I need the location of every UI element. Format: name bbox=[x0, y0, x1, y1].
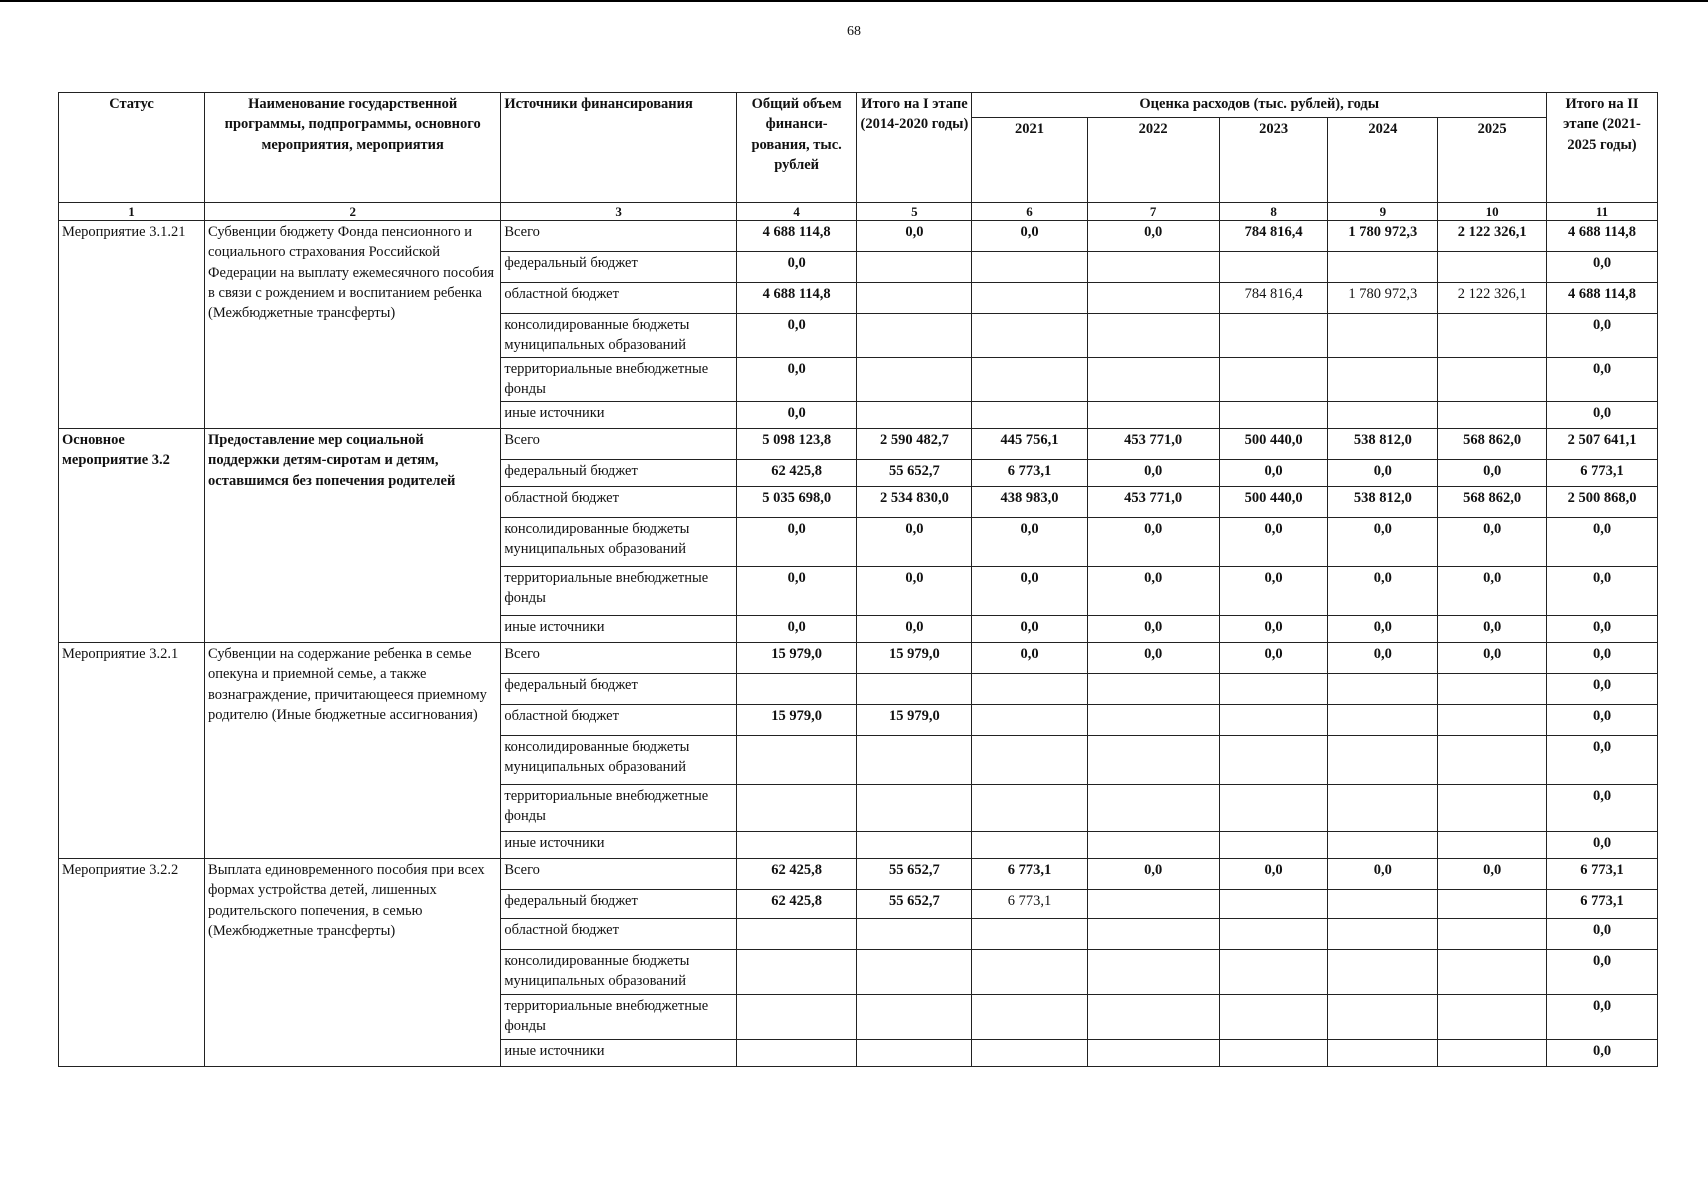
value-cell bbox=[1087, 314, 1219, 358]
value-cell bbox=[1438, 832, 1547, 859]
value-cell: 0,0 bbox=[1219, 518, 1328, 567]
funding-source: Всего bbox=[501, 859, 737, 890]
value-cell bbox=[857, 283, 972, 314]
value-cell bbox=[1328, 995, 1438, 1040]
value-cell bbox=[1328, 1040, 1438, 1067]
value-cell: 62 425,8 bbox=[736, 890, 856, 919]
value-cell bbox=[1219, 832, 1328, 859]
value-cell bbox=[1087, 674, 1219, 705]
value-cell bbox=[1087, 950, 1219, 995]
value-cell bbox=[736, 995, 856, 1040]
value-cell: 0,0 bbox=[736, 358, 856, 402]
row-status: Мероприятие 3.2.1 bbox=[59, 643, 205, 859]
value-cell: 0,0 bbox=[972, 567, 1087, 616]
value-cell bbox=[1438, 705, 1547, 736]
value-cell: 5 098 123,8 bbox=[736, 429, 856, 460]
value-cell: 0,0 bbox=[1219, 616, 1328, 643]
value-cell: 0,0 bbox=[1547, 705, 1658, 736]
value-cell bbox=[972, 995, 1087, 1040]
header-estimate: Оценка расходов (тыс. рублей), годы bbox=[972, 93, 1547, 118]
value-cell: 2 534 830,0 bbox=[857, 487, 972, 518]
table-row bbox=[59, 429, 1658, 460]
value-cell bbox=[1219, 736, 1328, 785]
value-cell bbox=[1219, 890, 1328, 919]
value-cell bbox=[857, 1040, 972, 1067]
value-cell: 784 816,4 bbox=[1219, 221, 1328, 252]
value-cell: 0,0 bbox=[1547, 643, 1658, 674]
funding-source: консолидированные бюджеты муниципальных образований bbox=[501, 314, 737, 358]
value-cell bbox=[1438, 890, 1547, 919]
value-cell bbox=[1087, 736, 1219, 785]
value-cell bbox=[972, 705, 1087, 736]
column-number: 2 bbox=[205, 203, 501, 221]
funding-source: федеральный бюджет bbox=[501, 252, 737, 283]
funding-source: Всего bbox=[501, 429, 737, 460]
value-cell bbox=[972, 674, 1087, 705]
table-row bbox=[59, 859, 1658, 890]
value-cell: 15 979,0 bbox=[857, 643, 972, 674]
value-cell bbox=[857, 674, 972, 705]
value-cell: 6 773,1 bbox=[972, 460, 1087, 487]
value-cell: 2 122 326,1 bbox=[1438, 283, 1547, 314]
value-cell bbox=[1219, 919, 1328, 950]
value-cell bbox=[972, 919, 1087, 950]
value-cell: 538 812,0 bbox=[1328, 487, 1438, 518]
value-cell bbox=[736, 832, 856, 859]
value-cell: 0,0 bbox=[1547, 314, 1658, 358]
value-cell bbox=[857, 919, 972, 950]
value-cell bbox=[972, 402, 1087, 429]
funding-source: федеральный бюджет bbox=[501, 460, 737, 487]
budget-table bbox=[58, 92, 1658, 1067]
value-cell bbox=[1438, 919, 1547, 950]
value-cell: 2 122 326,1 bbox=[1438, 221, 1547, 252]
value-cell bbox=[1219, 995, 1328, 1040]
value-cell: 0,0 bbox=[736, 252, 856, 283]
value-cell: 62 425,8 bbox=[736, 460, 856, 487]
value-cell bbox=[972, 736, 1087, 785]
value-cell: 0,0 bbox=[972, 616, 1087, 643]
value-cell bbox=[736, 919, 856, 950]
funding-source: федеральный бюджет bbox=[501, 674, 737, 705]
value-cell: 0,0 bbox=[857, 221, 972, 252]
value-cell: 0,0 bbox=[1087, 460, 1219, 487]
value-cell bbox=[1087, 832, 1219, 859]
funding-source: территориальные внебюджетные фонды bbox=[501, 785, 737, 832]
value-cell: 0,0 bbox=[1547, 919, 1658, 950]
value-cell bbox=[1087, 785, 1219, 832]
value-cell: 0,0 bbox=[1547, 402, 1658, 429]
funding-source: иные источники bbox=[501, 832, 737, 859]
value-cell: 0,0 bbox=[1547, 832, 1658, 859]
value-cell bbox=[1219, 674, 1328, 705]
value-cell bbox=[1438, 314, 1547, 358]
value-cell: 0,0 bbox=[1087, 859, 1219, 890]
value-cell bbox=[1438, 785, 1547, 832]
value-cell: 4 688 114,8 bbox=[736, 283, 856, 314]
value-cell: 0,0 bbox=[1438, 616, 1547, 643]
value-cell bbox=[1438, 950, 1547, 995]
value-cell: 2 590 482,7 bbox=[857, 429, 972, 460]
value-cell bbox=[1438, 252, 1547, 283]
value-cell bbox=[736, 736, 856, 785]
column-number: 4 bbox=[736, 203, 856, 221]
value-cell bbox=[1328, 736, 1438, 785]
value-cell: 0,0 bbox=[972, 643, 1087, 674]
column-number: 7 bbox=[1087, 203, 1219, 221]
value-cell bbox=[1438, 736, 1547, 785]
row-program-name: Выплата единовременного пособия при всех формах устройства детей, лишенных родительского попечения, в семью (Межбюджетные трансферты) bbox=[205, 859, 501, 1067]
header-year: 2021 bbox=[972, 118, 1087, 203]
value-cell: 0,0 bbox=[1547, 567, 1658, 616]
value-cell bbox=[972, 785, 1087, 832]
table-row bbox=[59, 221, 1658, 252]
value-cell: 0,0 bbox=[1547, 518, 1658, 567]
header-name: Наименование государственной программы, подпрограммы, основного мероприятия, мероприятия bbox=[205, 93, 501, 203]
row-status: Мероприятие 3.1.21 bbox=[59, 221, 205, 429]
header-year: 2024 bbox=[1328, 118, 1438, 203]
value-cell: 0,0 bbox=[736, 616, 856, 643]
value-cell bbox=[1087, 1040, 1219, 1067]
value-cell bbox=[857, 785, 972, 832]
value-cell bbox=[1219, 314, 1328, 358]
column-number: 8 bbox=[1219, 203, 1328, 221]
value-cell: 55 652,7 bbox=[857, 859, 972, 890]
header-stage1: Итого на I этапе (2014-2020 годы) bbox=[857, 93, 972, 203]
value-cell: 0,0 bbox=[1547, 950, 1658, 995]
header-year: 2025 bbox=[1438, 118, 1547, 203]
value-cell: 4 688 114,8 bbox=[736, 221, 856, 252]
value-cell: 0,0 bbox=[1547, 995, 1658, 1040]
value-cell: 55 652,7 bbox=[857, 890, 972, 919]
header-year: 2023 bbox=[1219, 118, 1328, 203]
value-cell: 0,0 bbox=[1087, 643, 1219, 674]
value-cell: 0,0 bbox=[1328, 616, 1438, 643]
value-cell bbox=[972, 314, 1087, 358]
value-cell bbox=[1087, 995, 1219, 1040]
value-cell bbox=[972, 283, 1087, 314]
value-cell bbox=[857, 995, 972, 1040]
value-cell bbox=[1438, 402, 1547, 429]
funding-source: территориальные внебюджетные фонды bbox=[501, 567, 737, 616]
value-cell: 538 812,0 bbox=[1328, 429, 1438, 460]
value-cell: 0,0 bbox=[1438, 643, 1547, 674]
funding-source: консолидированные бюджеты муниципальных образований bbox=[501, 518, 737, 567]
value-cell: 4 688 114,8 bbox=[1547, 283, 1658, 314]
value-cell: 15 979,0 bbox=[736, 643, 856, 674]
column-number: 3 bbox=[501, 203, 737, 221]
value-cell bbox=[1087, 402, 1219, 429]
value-cell bbox=[857, 832, 972, 859]
row-status: Мероприятие 3.2.2 bbox=[59, 859, 205, 1067]
value-cell bbox=[1328, 705, 1438, 736]
value-cell: 0,0 bbox=[1547, 1040, 1658, 1067]
value-cell: 0,0 bbox=[857, 616, 972, 643]
funding-source: Всего bbox=[501, 221, 737, 252]
value-cell: 0,0 bbox=[1547, 358, 1658, 402]
value-cell: 0,0 bbox=[1087, 518, 1219, 567]
funding-source: областной бюджет bbox=[501, 919, 737, 950]
funding-source: территориальные внебюджетные фонды bbox=[501, 358, 737, 402]
row-status: Основное мероприятие 3.2 bbox=[59, 429, 205, 643]
funding-source: иные источники bbox=[501, 402, 737, 429]
value-cell bbox=[1328, 785, 1438, 832]
value-cell: 0,0 bbox=[1328, 460, 1438, 487]
funding-source: территориальные внебюджетные фонды bbox=[501, 995, 737, 1040]
value-cell bbox=[972, 832, 1087, 859]
value-cell: 0,0 bbox=[1438, 460, 1547, 487]
column-number: 1 bbox=[59, 203, 205, 221]
value-cell bbox=[972, 950, 1087, 995]
funding-source: областной бюджет bbox=[501, 487, 737, 518]
column-number: 10 bbox=[1438, 203, 1547, 221]
value-cell bbox=[1087, 890, 1219, 919]
value-cell: 0,0 bbox=[1438, 859, 1547, 890]
column-number: 5 bbox=[857, 203, 972, 221]
funding-source: иные источники bbox=[501, 1040, 737, 1067]
value-cell bbox=[736, 950, 856, 995]
page-number: 68 bbox=[847, 24, 861, 39]
funding-source: консолидированные бюджеты муниципальных образований bbox=[501, 736, 737, 785]
value-cell: 0,0 bbox=[1087, 616, 1219, 643]
value-cell: 784 816,4 bbox=[1219, 283, 1328, 314]
column-number: 11 bbox=[1547, 203, 1658, 221]
value-cell: 0,0 bbox=[1328, 518, 1438, 567]
value-cell: 453 771,0 bbox=[1087, 487, 1219, 518]
value-cell: 0,0 bbox=[736, 518, 856, 567]
value-cell bbox=[1087, 252, 1219, 283]
value-cell: 0,0 bbox=[1219, 460, 1328, 487]
funding-source: областной бюджет bbox=[501, 705, 737, 736]
value-cell: 6 773,1 bbox=[972, 859, 1087, 890]
value-cell: 5 035 698,0 bbox=[736, 487, 856, 518]
value-cell: 0,0 bbox=[1438, 518, 1547, 567]
value-cell: 1 780 972,3 bbox=[1328, 221, 1438, 252]
value-cell bbox=[857, 736, 972, 785]
column-number: 9 bbox=[1328, 203, 1438, 221]
value-cell: 62 425,8 bbox=[736, 859, 856, 890]
value-cell: 6 773,1 bbox=[1547, 859, 1658, 890]
value-cell bbox=[857, 252, 972, 283]
value-cell bbox=[1328, 358, 1438, 402]
value-cell bbox=[972, 252, 1087, 283]
value-cell bbox=[1328, 402, 1438, 429]
column-number: 6 bbox=[972, 203, 1087, 221]
value-cell bbox=[1328, 314, 1438, 358]
value-cell bbox=[1438, 1040, 1547, 1067]
value-cell bbox=[1328, 832, 1438, 859]
value-cell: 6 773,1 bbox=[1547, 890, 1658, 919]
value-cell bbox=[1328, 919, 1438, 950]
funding-source: иные источники bbox=[501, 616, 737, 643]
value-cell: 453 771,0 bbox=[1087, 429, 1219, 460]
value-cell bbox=[1219, 402, 1328, 429]
value-cell: 0,0 bbox=[1547, 736, 1658, 785]
value-cell bbox=[1438, 995, 1547, 1040]
row-program-name: Предоставление мер социальной поддержки детям-сиротам и детям, оставшимся без попечения родителей bbox=[205, 429, 501, 643]
value-cell bbox=[857, 314, 972, 358]
value-cell bbox=[1219, 1040, 1328, 1067]
value-cell bbox=[1219, 252, 1328, 283]
value-cell: 0,0 bbox=[736, 402, 856, 429]
header-stage2: Итого на II этапе (2021-2025 годы) bbox=[1547, 93, 1658, 203]
top-rule bbox=[0, 0, 1708, 2]
value-cell: 0,0 bbox=[736, 567, 856, 616]
value-cell bbox=[1087, 283, 1219, 314]
value-cell bbox=[1219, 950, 1328, 995]
column-number-row bbox=[59, 203, 1658, 221]
value-cell: 0,0 bbox=[1328, 567, 1438, 616]
value-cell: 6 773,1 bbox=[972, 890, 1087, 919]
value-cell: 0,0 bbox=[1328, 859, 1438, 890]
table-body bbox=[59, 221, 1658, 1067]
value-cell: 0,0 bbox=[1547, 616, 1658, 643]
value-cell: 0,0 bbox=[972, 518, 1087, 567]
funding-source: областной бюджет bbox=[501, 283, 737, 314]
header-sources: Источники финансирования bbox=[501, 93, 737, 203]
value-cell: 6 773,1 bbox=[1547, 460, 1658, 487]
value-cell bbox=[1328, 674, 1438, 705]
value-cell: 568 862,0 bbox=[1438, 487, 1547, 518]
value-cell: 0,0 bbox=[1547, 785, 1658, 832]
value-cell: 445 756,1 bbox=[972, 429, 1087, 460]
value-cell: 4 688 114,8 bbox=[1547, 221, 1658, 252]
value-cell bbox=[736, 1040, 856, 1067]
value-cell: 0,0 bbox=[736, 314, 856, 358]
value-cell: 568 862,0 bbox=[1438, 429, 1547, 460]
value-cell: 0,0 bbox=[972, 221, 1087, 252]
value-cell: 0,0 bbox=[1087, 221, 1219, 252]
value-cell bbox=[1219, 705, 1328, 736]
header-total: Общий объем финанси-рования, тыс. рублей bbox=[736, 93, 856, 203]
value-cell bbox=[1219, 358, 1328, 402]
value-cell: 0,0 bbox=[857, 567, 972, 616]
value-cell: 0,0 bbox=[1219, 567, 1328, 616]
value-cell: 0,0 bbox=[1219, 643, 1328, 674]
value-cell bbox=[1087, 705, 1219, 736]
value-cell: 55 652,7 bbox=[857, 460, 972, 487]
value-cell: 500 440,0 bbox=[1219, 429, 1328, 460]
value-cell bbox=[1328, 950, 1438, 995]
value-cell bbox=[857, 402, 972, 429]
value-cell bbox=[1438, 674, 1547, 705]
value-cell bbox=[1328, 252, 1438, 283]
funding-source: Всего bbox=[501, 643, 737, 674]
value-cell: 438 983,0 bbox=[972, 487, 1087, 518]
value-cell bbox=[857, 950, 972, 995]
funding-source: федеральный бюджет bbox=[501, 890, 737, 919]
value-cell bbox=[972, 358, 1087, 402]
value-cell: 0,0 bbox=[1547, 252, 1658, 283]
row-program-name: Субвенции бюджету Фонда пенсионного и социального страхования Российской Федерации на выплату ежемесячного пособия в связи с рождением и воспитанием ребенка (Межбюджетные трансферты) bbox=[205, 221, 501, 429]
value-cell: 0,0 bbox=[1328, 643, 1438, 674]
value-cell: 15 979,0 bbox=[857, 705, 972, 736]
value-cell: 0,0 bbox=[857, 518, 972, 567]
value-cell: 0,0 bbox=[1219, 859, 1328, 890]
value-cell: 0,0 bbox=[1547, 674, 1658, 705]
value-cell bbox=[1087, 919, 1219, 950]
value-cell: 500 440,0 bbox=[1219, 487, 1328, 518]
funding-source: консолидированные бюджеты муниципальных образований bbox=[501, 950, 737, 995]
value-cell bbox=[1438, 358, 1547, 402]
value-cell: 1 780 972,3 bbox=[1328, 283, 1438, 314]
header-year: 2022 bbox=[1087, 118, 1219, 203]
header-status: Статус bbox=[59, 93, 205, 203]
value-cell bbox=[736, 674, 856, 705]
value-cell bbox=[1219, 785, 1328, 832]
value-cell bbox=[1328, 890, 1438, 919]
row-program-name: Субвенции на содержание ребенка в семье опекуна и приемной семье, а также вознаграждение, причитающееся приемному родителю (Иные бюджетные ассигнования) bbox=[205, 643, 501, 859]
table-row bbox=[59, 643, 1658, 674]
value-cell bbox=[972, 1040, 1087, 1067]
value-cell: 2 507 641,1 bbox=[1547, 429, 1658, 460]
value-cell bbox=[736, 785, 856, 832]
value-cell: 2 500 868,0 bbox=[1547, 487, 1658, 518]
value-cell: 0,0 bbox=[1438, 567, 1547, 616]
value-cell bbox=[857, 358, 972, 402]
value-cell bbox=[1087, 358, 1219, 402]
value-cell: 15 979,0 bbox=[736, 705, 856, 736]
value-cell: 0,0 bbox=[1087, 567, 1219, 616]
